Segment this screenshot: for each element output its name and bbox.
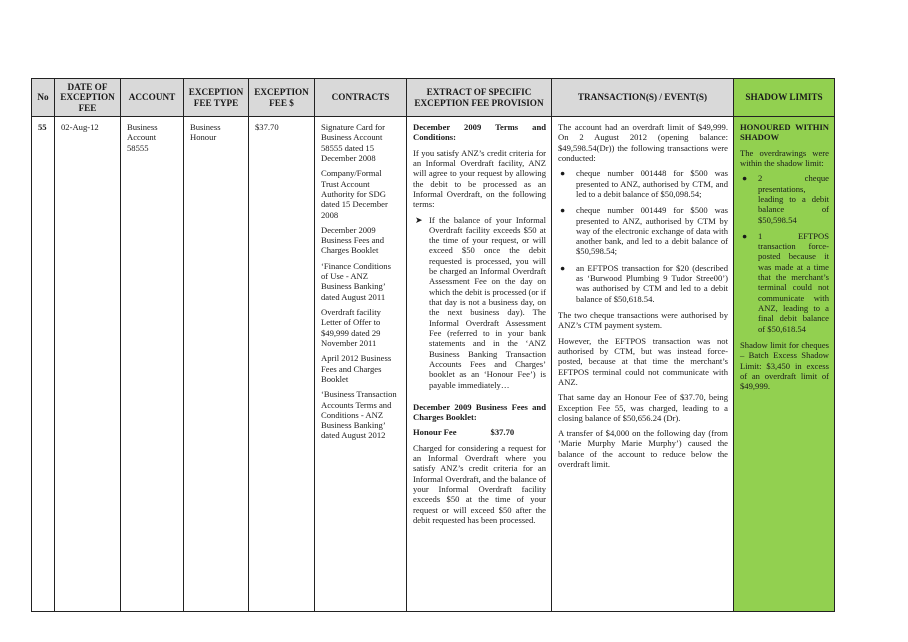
header-account: ACCOUNT	[121, 79, 184, 117]
extract-heading: December 2009 Terms and Conditions:	[413, 122, 546, 143]
cell-account	[121, 117, 184, 612]
contract-item: ‘Business Transaction Accounts Terms and Conditions - ANZ Business Banking’ dated August 2012	[321, 389, 397, 441]
bullet-icon: ●	[560, 205, 566, 216]
header-extract: EXTRACT OF SPECIFIC EXCEPTION FEE PROVISION	[407, 79, 552, 117]
cell-extract	[407, 117, 552, 612]
header-contracts: CONTRACTS	[315, 79, 407, 117]
table-row	[32, 117, 835, 612]
shadow-bullet-text: 2 cheque presentations, leading to a debit balance of $50,598.54	[758, 173, 829, 225]
contract-item: December 2009 Business Fees and Charges Booklet	[321, 224, 385, 256]
cell-contracts	[315, 117, 407, 612]
shadow-bullet-text: 1 EFTPOS transaction force-posted because it was made at a time that the merchant’s terminal could not communicate with ANZ, leading to a final debit balance of $50,618.54	[758, 230, 829, 334]
bullet-icon: ●	[742, 230, 748, 241]
extract-arrow-text: If the balance of your Informal Overdraft facility exceeds $50 at the time of your request, or will exceed $50 once the debit requested is processed, you will be charged an Informal Overdraft Assessment Fee on the day on which the debit is processed (or if that day is not a business day, on the next business day). The Informal Overdraft Assessment Fee (referred to in your bank statements and in the ‘ANZ Business Banking Transaction Accounts Fees and Charges’ booklet as an ‘Honour Fee’) is payable immediately…	[429, 214, 546, 390]
bullet-icon: ●	[560, 168, 566, 179]
header-fee-type: EXCEPTION FEE TYPE	[184, 79, 249, 117]
cell-fee-amount	[249, 117, 315, 612]
header-row	[32, 79, 835, 117]
extract-heading: December 2009 Business Fees and Charges Booklet:	[413, 401, 546, 423]
bullet-icon: ●	[560, 262, 566, 273]
extract-arrow-item	[413, 215, 546, 390]
header-transactions: TRANSACTION(S) / EVENT(S)	[552, 79, 734, 117]
list-item	[740, 173, 829, 225]
transaction-text: an EFTPOS transaction for $20 (described as ‘Burwood Plumbing 9 Tudor Stree00’) was authorised by CTM and led to a debit balance of $50,618.54.	[576, 262, 728, 304]
transaction-text: cheque number 001448 for $500 was presented to ANZ, authorised by CTM, and led to a debit balance of $50,098.54;	[576, 168, 728, 199]
list-item	[558, 205, 728, 257]
cell-transactions	[552, 117, 734, 612]
transactions-intro: The account had an overdraft limit of $49,999. On 2 August 2012 (opening balance: $49,598.54(Dr)) the following transactions were conducted:	[558, 122, 728, 163]
transactions-paragraph: That same day an Honour Fee of $37.70, being Exception Fee 55, was charged, leading to a closing balance of $50,656.24 (Dr).	[558, 392, 728, 423]
cell-no	[32, 117, 55, 612]
list-item	[740, 231, 829, 334]
bullet-icon: ●	[742, 173, 748, 184]
honour-fee-line	[413, 427, 546, 437]
arrow-bullet-icon: ➤	[415, 214, 423, 225]
transactions-paragraph: However, the EFTPOS transaction was not authorised by CTM, but was instead force-posted, because at that time the merchant’s EFTPOS terminal could not communicate with ANZ.	[558, 335, 728, 387]
extract-paragraph: If you satisfy ANZ’s credit criteria for an Informal Overdraft facility, ANZ will agree to your request by allowing the debit to be processed as an Informal Overdraft, on the following terms:	[413, 147, 546, 210]
shadow-intro: The overdrawings were within the shadow limit:	[740, 147, 829, 168]
header-no: No	[32, 79, 55, 117]
contract-item: Overdraft facility Letter of Offer to $49,999 dated 29 November 2011	[321, 307, 381, 348]
extract-paragraph: Charged for considering a request for an Informal Overdraft where you satisfy ANZ’s credit criteria for an Informal Overdraft, and the balance of your Informal Overdraft facility exceeds $50 at the time of your request or will exceed $50 after the debit requested has been processed.	[413, 442, 546, 525]
fee-type: Business Honour	[190, 122, 221, 143]
row-number: 55	[38, 122, 47, 132]
shadow-title: HONOURED WITHIN SHADOW	[740, 122, 829, 143]
contract-item: ‘Finance Conditions of Use - ANZ Business Banking’ dated August 2011	[321, 260, 391, 302]
fee-amount: $37.70	[255, 122, 279, 132]
list-item	[558, 168, 728, 199]
shadow-limit-text: Shadow limit for cheques – Batch Excess Shadow Limit: $3,450 in excess of an overdraft limit of $49,999.	[740, 339, 829, 392]
exception-fee-table	[31, 78, 835, 612]
fee-date: 02-Aug-12	[61, 122, 99, 132]
cell-date	[55, 117, 121, 612]
contract-item: Company/Formal Trust Account Authority for SDG dated 15 December 2008	[321, 168, 388, 220]
header-fee-amount: EXCEPTION FEE $	[249, 79, 315, 117]
header-shadow-limits: SHADOW LIMITS	[734, 79, 835, 117]
contract-item: April 2012 Business Fees and Charges Booklet	[321, 353, 392, 384]
cell-shadow-limits	[734, 117, 835, 612]
account-name: Business Account 58555	[127, 122, 158, 153]
cell-fee-type	[184, 117, 249, 612]
list-item	[558, 263, 728, 304]
transactions-paragraph: A transfer of $4,000 on the following day (from ‘Marie Murphy Marie Murphy’) caused the balance of the account to reduce below the overdraft limit.	[558, 428, 728, 470]
honour-fee-label: Honour Fee	[413, 427, 457, 438]
transaction-text: cheque number 001449 for $500 was presented to ANZ, authorised by CTM by way of the electronic exchange of data with another bank, and led to a debit balance of $50,598.54;	[576, 205, 728, 257]
transactions-paragraph: The two cheque transactions were authorised by ANZ’s CTM payment system.	[558, 310, 728, 331]
honour-fee-value: $37.70	[490, 427, 515, 438]
contract-item: Signature Card for Business Account 58555 dated 15 December 2008	[321, 122, 385, 163]
header-date: DATE OF EXCEPTION FEE	[55, 79, 121, 117]
